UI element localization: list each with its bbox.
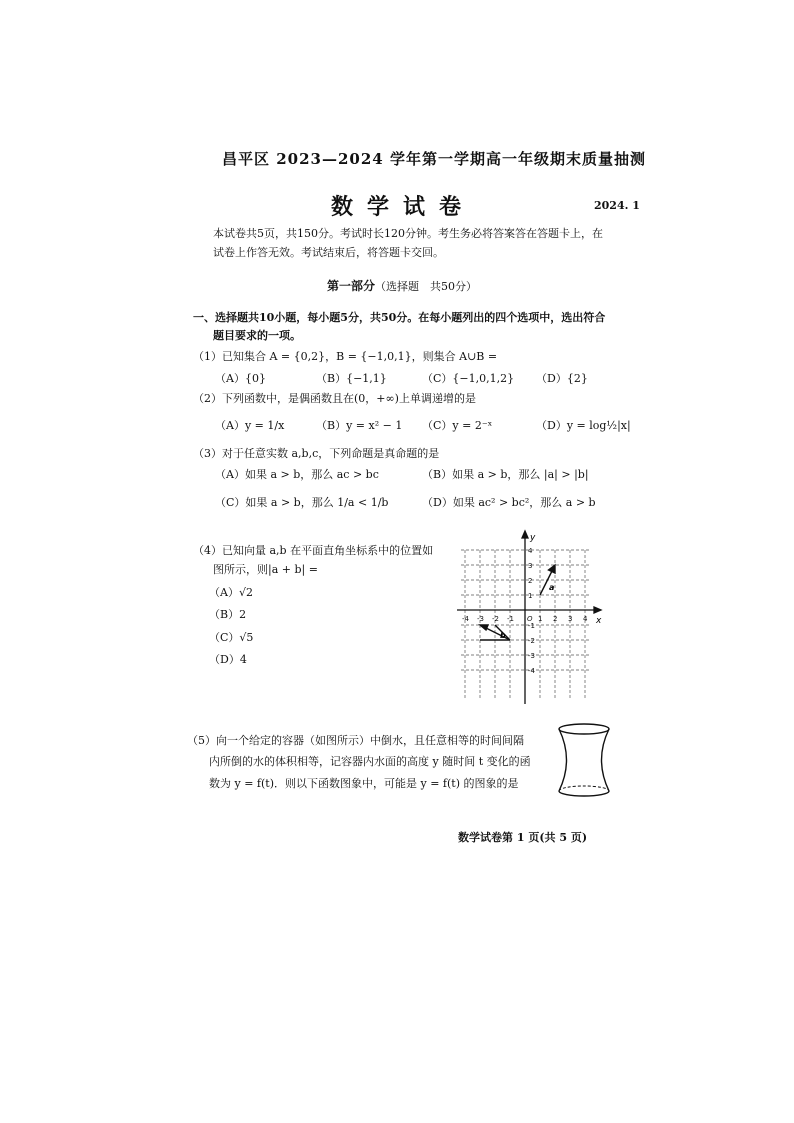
q2-option-d: （D）y = log½|x|: [536, 419, 631, 432]
q2-option-b: （B）y = x² − 1: [316, 419, 403, 432]
y-tick-label: -3: [528, 652, 535, 660]
page-footer: 数学试卷第 1 页(共 5 页): [458, 831, 588, 844]
x-tick-label: -4: [462, 615, 469, 623]
q1-option-c: （C）{−1,0,1,2}: [422, 372, 515, 385]
x-tick-label: -1: [507, 615, 514, 623]
part1-title: 第一部分: [327, 279, 376, 293]
y-tick-label: -4: [528, 667, 535, 675]
q5-line-1: （5）向一个给定的容器（如图所示）中倒水，且任意相等的时间间隔: [187, 734, 524, 747]
part1-subtitle: （选择题 共50分）: [375, 280, 478, 293]
q1-option-a: （A）{0}: [215, 372, 266, 385]
q4-vector-figure: [455, 528, 605, 708]
q5-container-figure: [554, 721, 614, 799]
exam-subject-title: 数学试卷: [331, 194, 476, 220]
x-tick-label: 1: [538, 615, 543, 623]
q4-option-c: （C）√5: [209, 631, 254, 644]
q3-option-b: （B）如果 a > b，那么 |a| > |b|: [422, 468, 589, 481]
q3-option-a: （A）如果 a > b，那么 ac > bc: [215, 468, 379, 481]
y-tick-label: -1: [528, 622, 535, 630]
y-tick-label: 3: [528, 562, 533, 570]
y-tick-label: 1: [528, 592, 533, 600]
q4-option-d: （D）4: [209, 653, 247, 666]
y-tick-label: -2: [528, 637, 535, 645]
q3-stem: （3）对于任意实数 a,b,c，下列命题是真命题的是: [193, 447, 440, 460]
intro-line-1: 本试卷共5页，共150分。考试时长120分钟。考生务必将答案答在答题卡上，在: [213, 227, 603, 240]
intro-line-2: 试卷上作答无效。考试结束后，将答题卡交回。: [213, 246, 444, 259]
vector-a-label: a: [549, 583, 555, 592]
q4-stem-line-2: 图所示，则|a + b| =: [213, 563, 318, 576]
y-tick-label: 4: [528, 547, 533, 555]
q2-option-a: （A）y = 1/x: [215, 419, 285, 432]
x-axis-label: x: [596, 616, 602, 626]
x-tick-label: -3: [477, 615, 484, 623]
q4-option-a: （A）√2: [209, 586, 253, 599]
y-axis-label: y: [530, 533, 536, 543]
x-tick-label: 3: [568, 615, 573, 623]
q5-line-3: 数为 y = f(t)．则以下函数图象中，可能是 y = f(t) 的图象的是: [209, 777, 519, 790]
q2-option-c: （C）y = 2⁻ˣ: [422, 419, 493, 432]
exam-header-title: 昌平区 2023—2024 学年第一学期高一年级期末质量抽测: [222, 150, 646, 168]
q1-option-d: （D）{2}: [536, 372, 588, 385]
x-tick-label: 2: [553, 615, 558, 623]
origin-label: O: [527, 615, 533, 623]
vector-b-label: b: [500, 631, 506, 640]
section1-line-1: 一、选择题共10小题，每小题5分，共50分。在每小题列出的四个选项中，选出符合: [193, 311, 606, 324]
y-tick-label: 2: [528, 577, 533, 585]
x-tick-label: 4: [583, 615, 588, 623]
q2-stem: （2）下列函数中，是偶函数且在(0，+∞)上单调递增的是: [193, 392, 476, 405]
q3-option-d: （D）如果 ac² > bc²，那么 a > b: [422, 496, 596, 509]
q4-stem-line-1: （4）已知向量 a,b 在平面直角坐标系中的位置如: [193, 544, 434, 557]
q5-line-2: 内所倒的水的体积相等，记容器内水面的高度 y 随时间 t 变化的函: [209, 755, 531, 768]
part1-heading: [327, 277, 477, 294]
section1-line-2: 题目要求的一项。: [213, 329, 301, 342]
q1-option-b: （B）{−1,1}: [316, 372, 387, 385]
x-tick-label: -2: [492, 615, 499, 623]
q4-option-b: （B）2: [209, 608, 247, 621]
q4-y-tick-labels: [528, 547, 536, 675]
q3-option-c: （C）如果 a > b，那么 1/a < 1/b: [215, 496, 389, 509]
exam-date: 2024. 1: [594, 199, 640, 212]
q1-stem: （1）已知集合 A = {0,2}，B = {−1,0,1}，则集合 A∪B =: [193, 350, 498, 363]
